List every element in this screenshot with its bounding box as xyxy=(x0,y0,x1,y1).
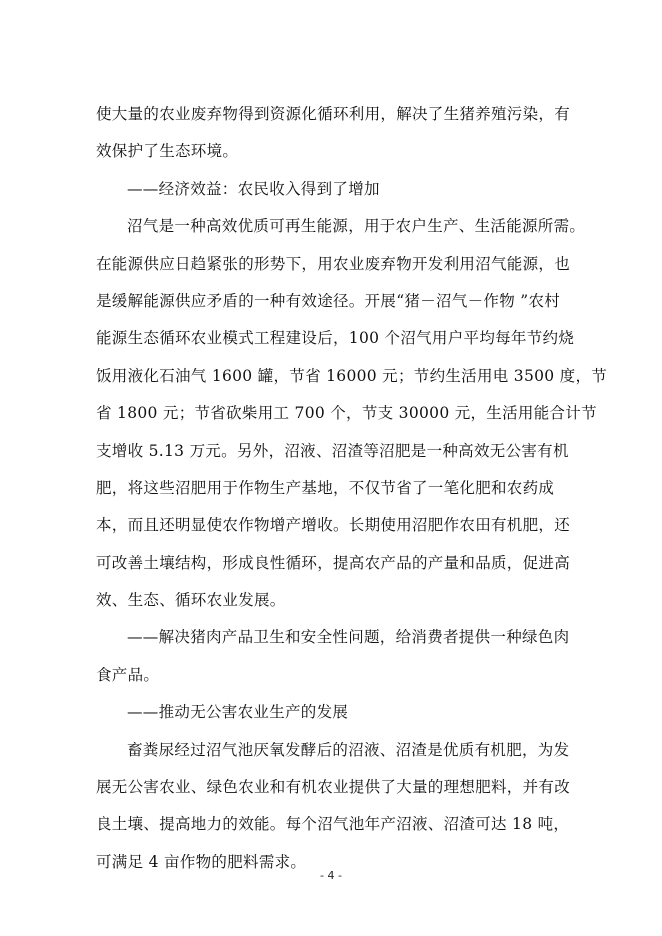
text-line: 食产品。 xyxy=(96,665,160,684)
page-number: - 4 - xyxy=(320,869,342,882)
section-heading-pollution-free-agriculture: ——推动无公害农业生产的发展 xyxy=(127,703,349,722)
text-line: 可改善土壤结构，形成良性循环，提高农产品的产量和品质，促进高 xyxy=(96,553,571,572)
section-heading-economic-benefit: ——经济效益：农民收入得到了增加 xyxy=(127,179,380,198)
text-line: 良土壤、提高地力的效能。每个沼气池年产沼液、沼渣可达 18 吨， xyxy=(96,815,570,834)
paragraph-start: 畜粪尿经过沼气池厌氧发酵后的沼液、沼渣是优质有机肥，为发 xyxy=(127,740,570,759)
section-heading-food-safety: ——解决猪肉产品卫生和安全性问题，给消费者提供一种绿色肉 xyxy=(127,628,570,647)
text-line: 肥，将这些沼肥用于作物生产基地，不仅节省了一笔化肥和农药成 xyxy=(96,478,555,497)
text-line: 是缓解能源供应矛盾的一种有效途径。开展“猪－沼气－作物 ”农村 xyxy=(96,291,561,310)
text-line: 效保护了生态环境。 xyxy=(96,142,239,161)
paragraph-start: 沼气是一种高效优质可再生能源，用于农户生产、生活能源所需。 xyxy=(127,217,586,236)
text-line: 支增收 5.13 万元。另外，沼液、沼渣等沼肥是一种高效无公害有机 xyxy=(96,441,569,460)
body-text xyxy=(96,96,608,881)
text-line: 使大量的农业废弃物得到资源化循环利用，解决了生猪养殖污染，有 xyxy=(96,105,571,123)
text-line: 省 1800 元；节省砍柴用工 700 个，节支 30000 元，生活用能合计节 xyxy=(96,404,597,423)
text-line: 效、生态、循环农业发展。 xyxy=(96,591,286,610)
text-line: 能源生态循环农业模式工程建设后，100 个沼气用户平均每年节约烧 xyxy=(96,329,575,348)
text-line: 展无公害农业、绿色农业和有机农业提供了大量的理想肥料，并有改 xyxy=(96,778,571,797)
text-line: 在能源供应日趋紧张的形势下，用农业废弃物开发利用沼气能源，也 xyxy=(96,254,571,273)
text-line: 饭用液化石油气 1600 罐，节省 16000 元；节约生活用电 3500 度，节 xyxy=(96,366,608,385)
text-line: 可满足 4 亩作物的肥料需求。 xyxy=(96,852,307,871)
text-line: 本，而且还明显使农作物增产增收。长期使用沼肥作农田有机肥，还 xyxy=(96,516,571,535)
